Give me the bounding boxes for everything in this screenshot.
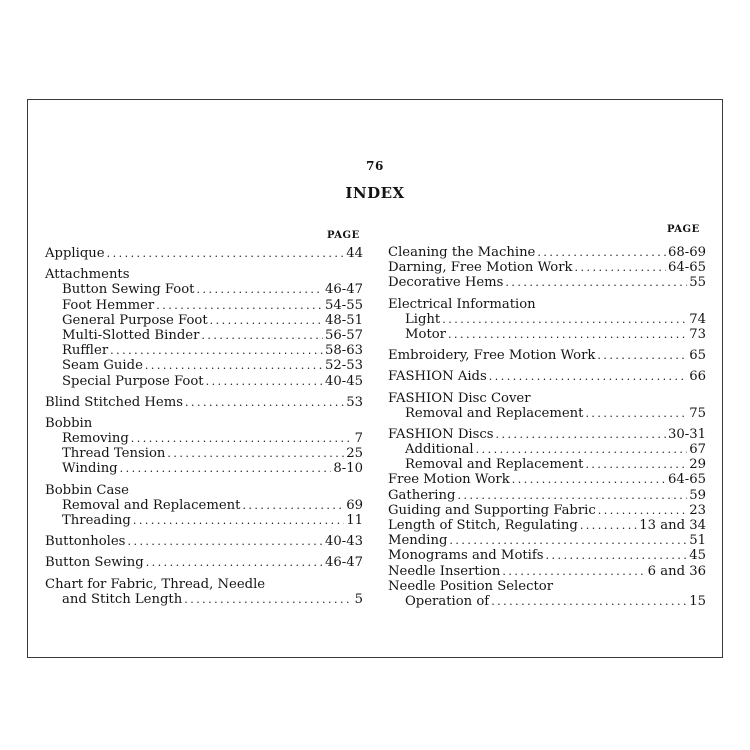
index-entry-label: Light — [405, 311, 441, 327]
index-entry-pages: 65 — [689, 348, 706, 364]
dot-leader — [489, 369, 687, 384]
index-entry-pages: 48-51 — [324, 312, 363, 328]
index-entry — [45, 343, 363, 358]
index-entry-label: Gathering — [388, 487, 456, 503]
index-entry-pages: 15 — [689, 593, 706, 609]
index-entry-pages: 54-55 — [324, 297, 363, 313]
page-column-label-left: PAGE — [327, 230, 360, 241]
index-entry-label: Ruffler — [62, 343, 109, 359]
index-entry-label: Special Purpose Foot — [62, 373, 204, 389]
index-entry — [45, 358, 363, 373]
index-entry — [45, 267, 363, 282]
index-entry-pages: 52-53 — [324, 358, 363, 374]
index-entry — [388, 548, 706, 563]
index-entry — [388, 391, 706, 406]
dot-leader — [491, 594, 687, 609]
index-entry-pages: 56-57 — [324, 327, 363, 343]
dot-leader — [598, 503, 687, 518]
index-entry-label: Bobbin Case — [45, 482, 129, 498]
index-entry-pages: 7 — [354, 431, 363, 447]
dot-leader — [448, 327, 687, 342]
dot-leader — [502, 564, 645, 579]
index-entry-label: Guiding and Supporting Fabric — [388, 502, 596, 518]
index-entry-pages: 66 — [689, 369, 706, 385]
index-entry-label: Removal and Replacement — [405, 405, 584, 421]
index-entry — [45, 374, 363, 389]
dot-leader — [146, 555, 323, 570]
index-entry-pages: 68-69 — [667, 245, 706, 260]
dot-leader — [120, 461, 332, 476]
index-entry — [45, 395, 363, 410]
index-entry-label: Attachments — [45, 267, 130, 283]
dot-leader — [167, 446, 344, 461]
index-entry — [388, 533, 706, 548]
index-entry — [45, 461, 363, 476]
index-column-left — [45, 246, 363, 607]
dot-leader — [127, 534, 323, 549]
index-entry — [388, 297, 706, 312]
index-entry-label: Removal and Replacement — [62, 497, 241, 513]
index-entry — [45, 555, 363, 570]
dot-leader — [184, 592, 352, 607]
index-entry — [45, 328, 363, 343]
index-entry-pages: 67 — [689, 442, 706, 458]
index-entry — [388, 472, 706, 487]
index-entry — [388, 348, 706, 363]
index-entry-label: Button Sewing — [45, 555, 144, 571]
index-entry-label: FASHION Disc Cover — [388, 390, 531, 406]
index-entry — [388, 369, 706, 384]
dot-leader — [512, 472, 666, 487]
index-entry-pages: 44 — [346, 246, 363, 261]
index-entry-label: Length of Stitch, Regulating — [388, 518, 578, 533]
dot-leader — [546, 548, 688, 563]
index-entry-pages: 30-31 — [667, 426, 706, 442]
index-entry-label: Needle Position Selector — [388, 578, 553, 594]
dot-leader — [145, 358, 323, 373]
dot-leader — [156, 298, 323, 313]
index-entry-label: Electrical Information — [388, 296, 536, 312]
index-entry — [45, 446, 363, 461]
index-entry — [45, 577, 363, 592]
index-entry-label: Darning, Free Motion Work — [388, 260, 573, 276]
index-entry-pages: 29 — [689, 457, 706, 473]
index-entry-label: Operation of — [405, 593, 490, 609]
index-entry — [388, 488, 706, 503]
index-entry — [45, 416, 363, 431]
index-entry-label: Seam Guide — [62, 358, 143, 374]
index-entry-label: Winding — [62, 461, 118, 477]
dot-leader — [206, 374, 323, 389]
index-entry — [388, 406, 706, 421]
index-entry-pages: 73 — [689, 326, 706, 342]
index-entry-pages: 6 and 36 — [647, 563, 706, 579]
index-entry — [45, 498, 363, 513]
index-entry-pages: 75 — [689, 405, 706, 421]
index-entry-pages: 5 — [354, 591, 363, 607]
index-entry-label: Bobbin — [45, 415, 93, 431]
index-entry-label: Chart for Fabric, Thread, Needle — [45, 576, 266, 592]
dot-leader — [133, 513, 344, 528]
page-number: 76 — [366, 159, 384, 173]
index-entry-label: Thread Tension — [62, 446, 166, 462]
index-entry — [388, 275, 706, 290]
index-entry-label: Embroidery, Free Motion Work — [388, 348, 596, 364]
index-entry-pages: 51 — [689, 533, 706, 549]
index-entry-pages: 11 — [346, 513, 363, 528]
index-entry-label: FASHION Discs — [388, 426, 494, 442]
index-entry-pages: 46-47 — [324, 282, 363, 298]
dot-leader — [449, 533, 687, 548]
dot-leader — [585, 457, 687, 472]
index-entry — [45, 592, 363, 607]
index-entry-pages: 40-43 — [324, 534, 363, 550]
dot-leader — [476, 442, 688, 457]
page-column-label-right: PAGE — [667, 224, 700, 235]
index-entry — [45, 313, 363, 328]
dot-leader — [496, 427, 666, 442]
index-entry-pages: 23 — [689, 502, 706, 518]
index-entry-pages: 40-45 — [324, 373, 363, 389]
dot-leader — [131, 431, 353, 446]
index-entry-label: Button Sewing Foot — [62, 282, 195, 298]
index-entry-pages: 64-65 — [667, 260, 706, 276]
index-entry-label: Mending — [388, 533, 448, 549]
index-entry-label: Cleaning the Machine — [388, 245, 536, 260]
index-entry — [388, 579, 706, 594]
index-entry-label: Applique — [45, 246, 105, 261]
dot-leader — [442, 312, 687, 327]
index-entry — [388, 594, 706, 609]
index-entry-label: Multi-Slotted Binder — [62, 327, 200, 343]
index-entry-label: Foot Hemmer — [62, 297, 155, 313]
dot-leader — [242, 498, 344, 513]
index-entry-pages: 59 — [689, 487, 706, 503]
index-entry-pages: 13 and 34 — [639, 518, 706, 533]
index-entry-pages: 74 — [689, 311, 706, 327]
index-entry — [388, 245, 706, 260]
index-entry-label: Motor — [405, 326, 446, 342]
dot-leader — [201, 328, 323, 343]
index-entry-pages: 58-63 — [324, 343, 363, 359]
index-entry-label: Removal and Replacement — [405, 457, 584, 473]
dot-leader — [457, 488, 687, 503]
index-entry-label: Threading — [62, 513, 131, 528]
index-entry — [388, 312, 706, 327]
index-entry-label: FASHION Aids — [388, 369, 487, 385]
dot-leader — [575, 260, 666, 275]
index-entry — [388, 564, 706, 579]
index-entry-label: Monograms and Motifs — [388, 548, 544, 564]
index-entry — [45, 246, 363, 261]
dot-leader — [505, 275, 687, 290]
dot-leader — [597, 348, 687, 363]
index-entry-pages: 64-65 — [667, 472, 706, 488]
dot-leader — [210, 313, 323, 328]
index-entry-label: Needle Insertion — [388, 563, 501, 579]
index-entry — [388, 260, 706, 275]
index-entry-pages: 8-10 — [333, 461, 363, 477]
dot-leader — [537, 245, 666, 260]
index-entry-pages: 45 — [689, 548, 706, 564]
index-entry-pages: 69 — [346, 497, 363, 513]
index-entry-label: Decorative Hems — [388, 275, 504, 291]
index-entry-label: Additional — [405, 442, 474, 458]
index-entry-label: Buttonholes — [45, 534, 126, 550]
dot-leader — [197, 282, 323, 297]
index-entry — [388, 442, 706, 457]
dot-leader — [110, 343, 323, 358]
index-entry — [388, 327, 706, 342]
index-entry — [45, 534, 363, 549]
index-entry — [45, 431, 363, 446]
index-entry — [45, 513, 363, 528]
index-entry — [388, 427, 706, 442]
index-entry — [45, 298, 363, 313]
index-entry-label: General Purpose Foot — [62, 312, 208, 328]
dot-leader — [185, 395, 344, 410]
index-entry-label: Blind Stitched Hems — [45, 394, 183, 410]
dot-leader — [585, 406, 687, 421]
index-entry-pages: 25 — [346, 446, 363, 462]
index-title: INDEX — [345, 184, 405, 202]
index-entry — [388, 503, 706, 518]
dot-leader — [580, 518, 637, 533]
index-entry — [45, 282, 363, 297]
index-entry — [388, 518, 706, 533]
index-entry — [45, 483, 363, 498]
index-entry — [388, 457, 706, 472]
index-entry-label: Removing — [62, 431, 129, 447]
index-entry-label: Free Motion Work — [388, 472, 510, 488]
index-entry-pages: 53 — [346, 394, 363, 410]
index-column-right — [388, 245, 706, 609]
index-entry-label: and Stitch Length — [62, 591, 183, 607]
index-entry-pages: 55 — [689, 275, 706, 291]
dot-leader — [107, 246, 345, 261]
index-entry-pages: 46-47 — [324, 555, 363, 571]
